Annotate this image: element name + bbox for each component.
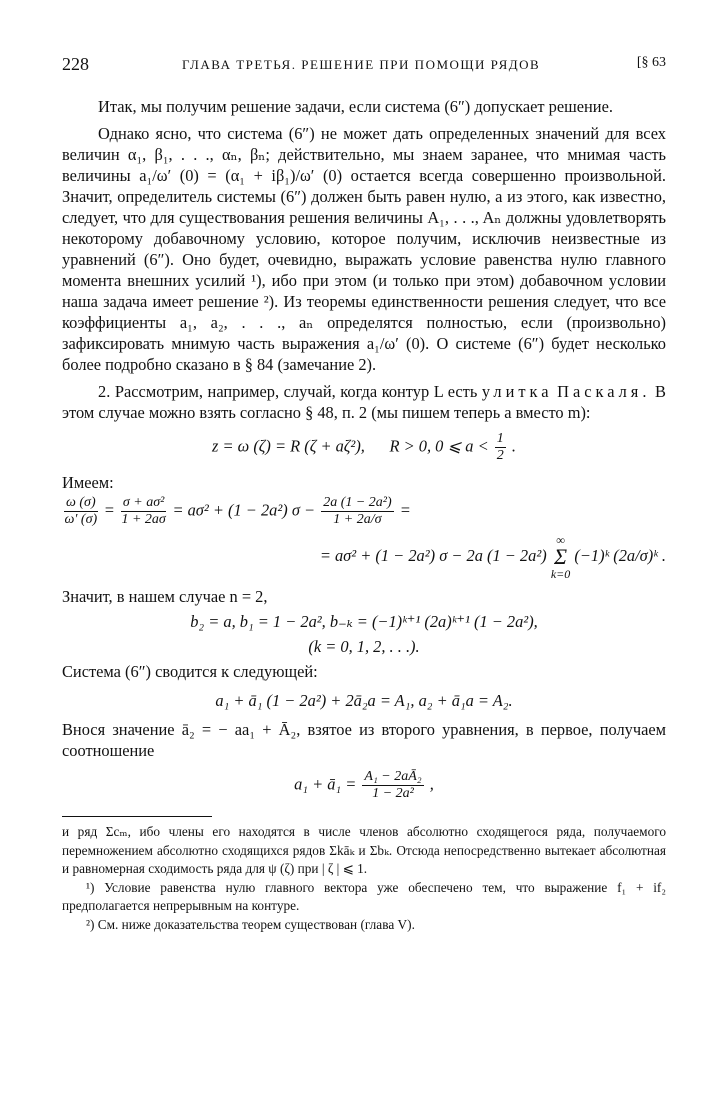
sigma-glyph: Σ	[553, 544, 568, 569]
frac-numerator: 1	[496, 431, 504, 446]
paragraph-system: Однако ясно, что система (6″) не может дать определенных значений для всех величин α₁, β₁, . . ., αₙ, βₙ; действительно, мы знаем заранее, что мнимая часть величины a₁/ω′ (0) = (α₁ + iβ₁)/ω′ (0) остается всегда совершенно произвольной. Значит, определитель системы (6″) должен быть равен нулю, а из этого, как известно, следует, что для существования решения величины A₁, . . ., Aₙ должны удовлетворять некоторому добавочному условию, которое получим, исключив неизвестные из уравнений (6″). Оно будет, очевидно, выражать условие равенства нулю главного момента внешних усилий ¹), ибо при этом (и только при этом) добавочном условии наша задача имеет решение ²). Из теоремы единственности решения следует, что все коэффициенты a₁, a₂, . . ., aₙ определятся полностью, если (произвольно) зафиксировать мнимую часть выражения a₁/ω′ (0). О системе (6″) будет несколько более подробно сказано в § 84 (замечание 2).	[62, 124, 666, 374]
frac-denominator: 2	[496, 448, 504, 463]
footnote-divider	[62, 816, 212, 817]
page-header	[62, 54, 670, 80]
running-title: ГЛАВА ТРЕТЬЯ. РЕШЕНИЕ ПРИ ПОМОЩИ РЯДОВ	[182, 57, 541, 72]
eq7-left: a₁ + ā₁ =	[294, 774, 357, 794]
eq2-middle: = aσ² + (1 − 2a²) σ −	[172, 500, 316, 520]
frac-denominator: ω′ (σ)	[64, 512, 98, 527]
fraction-relation	[362, 769, 423, 802]
frac-denominator: 1 − 2a²	[372, 786, 414, 801]
frac-numerator: 2a (1 − 2a²)	[323, 495, 392, 510]
section-marker: [§ 63	[636, 55, 666, 70]
paragraph-n2: Значит, в нашем случае n = 2,	[62, 587, 268, 606]
frac-denominator: 1 + 2a/σ	[333, 512, 382, 527]
paragraph-example	[62, 381, 666, 423]
equation-k-range: (k = 0, 1, 2, . . .).	[308, 637, 420, 656]
frac-numerator: ω (σ)	[66, 495, 96, 510]
footnote-continuation: и ряд Σcₘ, ибо члены его находятся в числе членов абсолютно сходящегося ряда, получаемого перемножением абсолютно сходящихся рядов Σkāₖ и Σbₖ. Отсюда непосредственно вытекает абсолютная и равномерная сходимость ряда для ψ (ζ) при | ζ | ⩽ 1.	[62, 824, 666, 876]
eq2-tail: =	[399, 500, 411, 520]
equation-coefficients: b₂ = a, b₁ = 1 − 2a², b₋ₖ = (−1)ᵏ⁺¹ (2a)ᵏ⁺¹ (1 − 2a²),	[190, 612, 538, 631]
example-rest: В этом случае можно взять согласно § 48, п. 2 (мы пишем теперь a вместо m):	[62, 382, 666, 422]
footnotes	[62, 823, 666, 934]
equation-expansion	[62, 534, 666, 580]
eq1-right: R > 0, 0 ⩽ a <	[389, 436, 489, 456]
example-intro: 2. Рассмотрим, например, случай, когда контур L есть	[98, 382, 478, 401]
equation-system: a₁ + ā₁ (1 − 2a²) + 2ā₂a = A₁, a₂ + ā₁a = A₂.	[215, 691, 513, 710]
eq7-tail: ,	[429, 774, 434, 794]
footnote-1: ¹) Условие равенства нулю главного вектора уже обеспечено тем, что выражение f₁ + if₂ предполагается непрерывным на контуре.	[62, 879, 666, 913]
eq1-left: z = ω (ζ) = R (ζ + aζ²),	[212, 436, 365, 456]
paragraph-substitute: Внося значение ā₂ = − aa₁ + Ā₂, взятое из второго уравнения, в первое, получаем соотношение	[62, 720, 666, 760]
paragraph-solution: Итак, мы получим решение задачи, если система (6″) допускает решение.	[98, 97, 613, 116]
page-number: 228	[62, 54, 89, 74]
frac-numerator: A₁ − 2aĀ₂	[364, 769, 422, 784]
spaced-word-pascal: Паскаля.	[557, 382, 651, 401]
equation-mapping: z = ω (ζ) = R (ζ + aζ²), R > 0, 0 ⩽ a < $\frac{1}{2}$ .	[212, 431, 516, 463]
paragraph-reduces: Система (6″) сводится к следующей:	[62, 662, 318, 681]
frac-denominator: 1 + 2aσ	[121, 512, 166, 527]
equation-relation	[62, 769, 666, 802]
fraction-omega	[64, 495, 98, 528]
sum-upper: ∞	[556, 533, 565, 547]
equation-ratio: $\frac{\omega (\sigma)}{\omega' (\sigma)}$ = $\frac{\text{σ + aσ²}}{1 + 2a\sigma}$ = aσ² + (1 − 2a²) σ − $\frac{\text{2a (1 − 2a²)}}{1 + 2a/\sigma}$ =	[64, 495, 411, 527]
footnote-2: ²) См. ниже доказательства теорем существован (глава V).	[86, 916, 415, 932]
frac-numerator: σ + aσ²	[122, 495, 165, 510]
fraction-sigma	[121, 495, 166, 528]
spaced-word-limacon: улитка	[481, 382, 553, 401]
fraction-series	[321, 495, 393, 528]
main-text	[62, 96, 666, 934]
sum-symbol	[551, 534, 570, 580]
sum-lower: k=0	[550, 567, 571, 581]
label-have: Имеем:	[62, 473, 114, 492]
eq3-term: (−1)ᵏ (2a/σ)ᵏ .	[574, 545, 666, 565]
eq3-lead: = aσ² + (1 − 2a²) σ − 2a (1 − 2a²)	[319, 545, 547, 565]
fraction-half	[495, 431, 506, 464]
